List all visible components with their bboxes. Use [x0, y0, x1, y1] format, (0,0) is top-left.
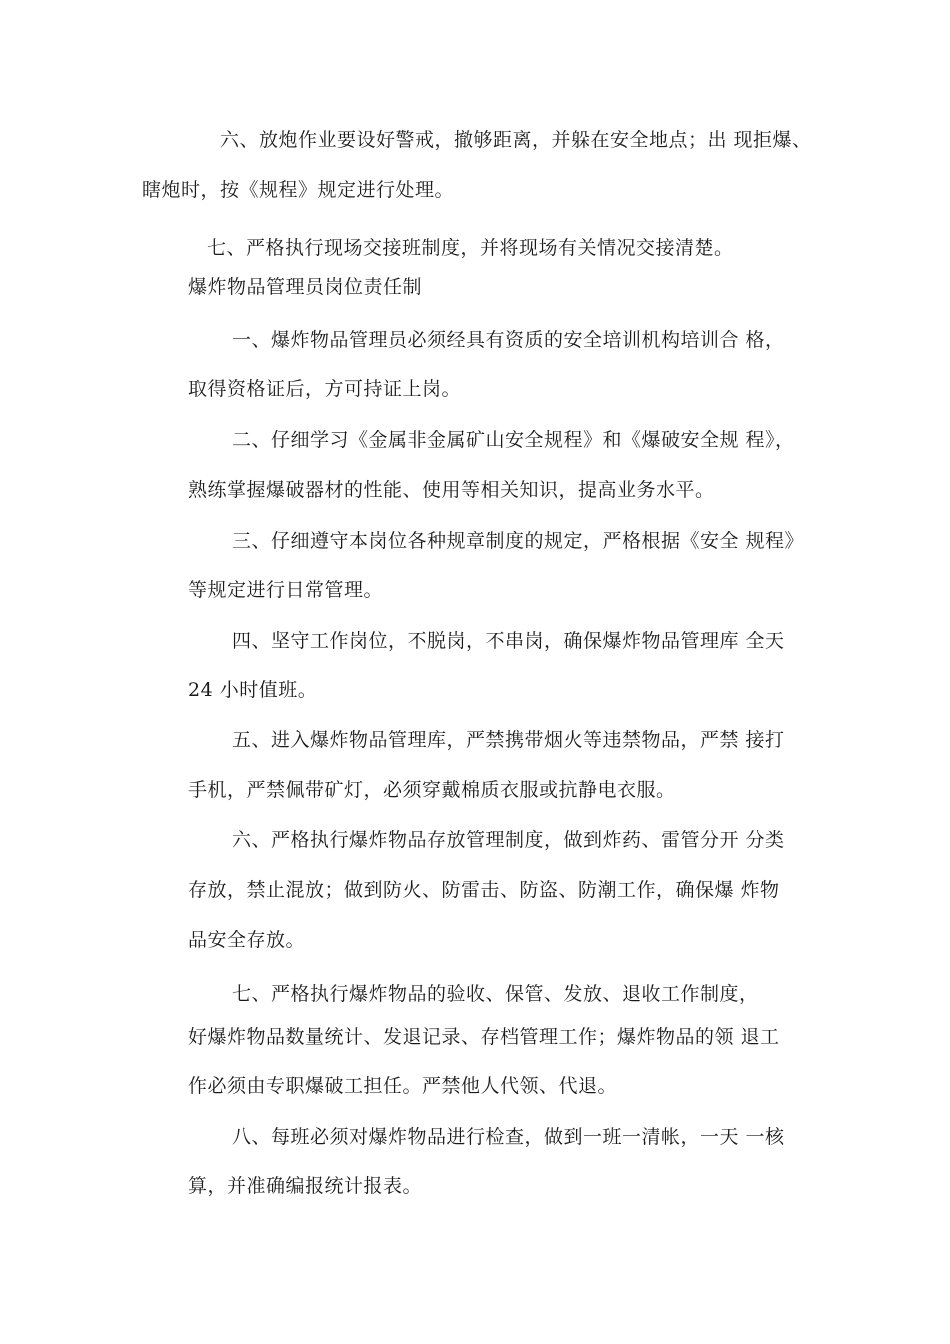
text-line: 24 小时值班。 [188, 679, 318, 701]
text-line: 瞎炮时，按《规程》规定进行处理。 [142, 179, 455, 201]
text-line: 品安全存放。 [188, 929, 306, 951]
text-line: 熟练掌握爆破器材的性能、使用等相关知识，提高业务水平。 [188, 479, 715, 501]
text-line: 好爆炸物品数量统计、发退记录、存档管理工作；爆炸物品的领 退工 [188, 1026, 780, 1048]
text-line: 等规定进行日常管理。 [188, 579, 384, 601]
text-line: 四、坚守工作岗位，不脱岗，不串岗，确保爆炸物品管理库 全天 [232, 630, 785, 652]
text-line: 六、严格执行爆炸物品存放管理制度，做到炸药、雷管分开 分类 [232, 829, 785, 851]
text-line: 二、仔细学习《金属非金属矿山安全规程》和《爆破安全规 程》， [232, 429, 795, 451]
text-line: 作必须由专职爆破工担任。严禁他人代领、代退。 [188, 1075, 618, 1097]
text-line: 七、严格执行现场交接班制度，并将现场有关情况交接清楚。 [207, 237, 734, 259]
section-heading: 爆炸物品管理员岗位责任制 [188, 276, 423, 298]
text-line: 一、爆炸物品管理员必须经具有资质的安全培训机构培训合 格， [232, 329, 785, 351]
text-line: 五、进入爆炸物品管理库，严禁携带烟火等违禁物品，严禁 接打 [232, 729, 785, 751]
text-line: 三、仔细遵守本岗位各种规章制度的规定，严格根据《安全 规程》 [232, 530, 805, 552]
text-line: 七、严格执行爆炸物品的验收、保管、发放、退收工作制度， [232, 983, 759, 1005]
text-line: 算，并准确编报统计报表。 [188, 1175, 423, 1197]
text-line: 手机，严禁佩带矿灯，必须穿戴棉质衣服或抗静电衣服。 [188, 779, 676, 801]
text-line: 取得资格证后，方可持证上岗。 [188, 378, 462, 400]
text-line: 八、每班必须对爆炸物品进行检查，做到一班一清帐，一天 一核 [232, 1126, 785, 1148]
text-line: 六、放炮作业要设好警戒，撤够距离，并躲在安全地点；出 现拒爆、 [220, 129, 812, 151]
text-line: 存放，禁止混放；做到防火、防雷击、防盗、防潮工作，确保爆 炸物 [188, 879, 780, 901]
